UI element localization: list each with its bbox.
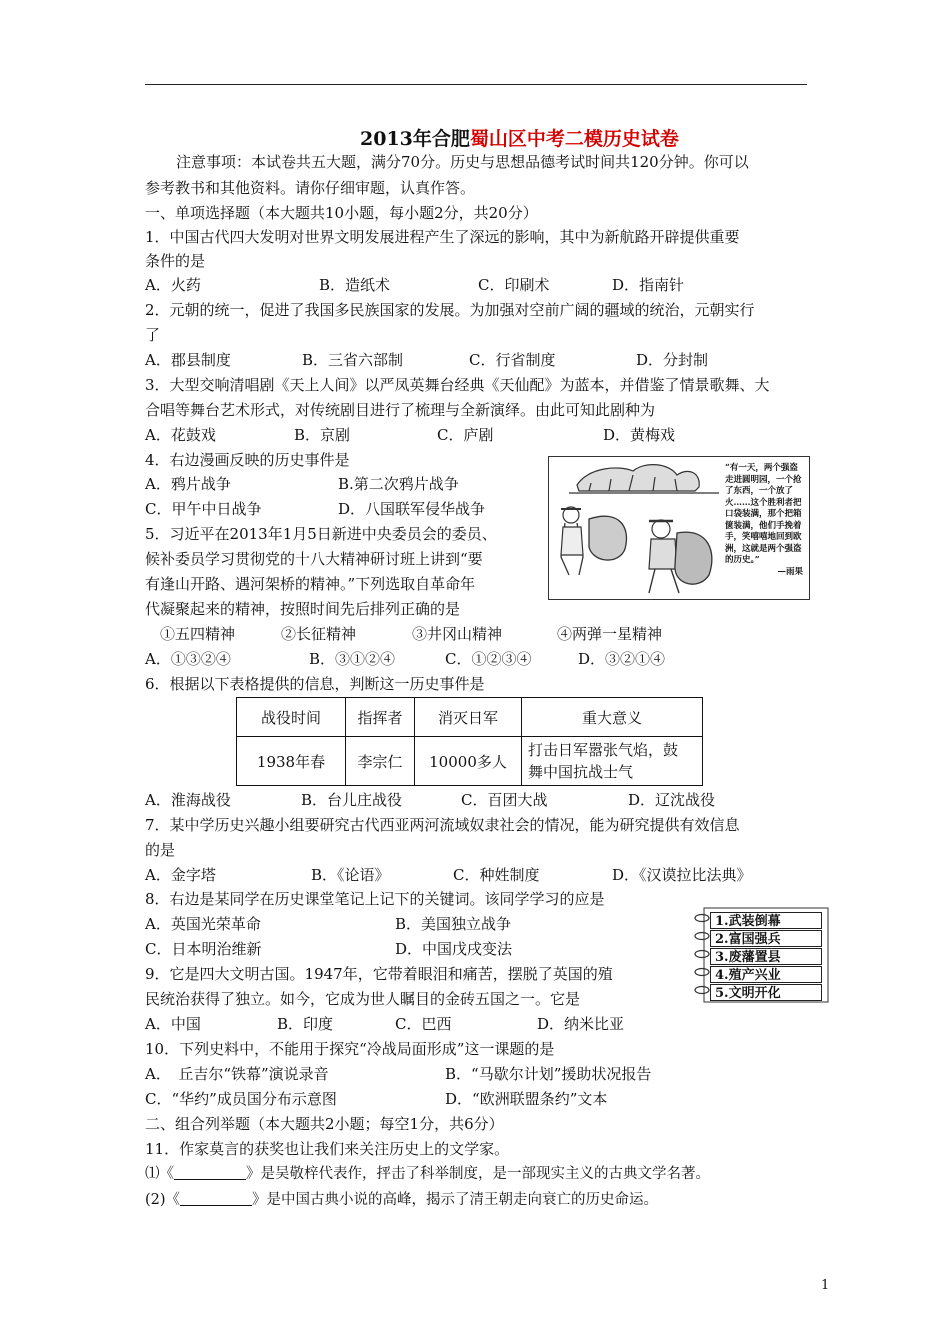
notebook-keywords (688, 906, 830, 1004)
q6-option-a[interactable]: A．淮海战役 (145, 791, 231, 809)
q4-option-c[interactable]: C．甲午中日战争 (145, 500, 262, 518)
q6-option-c[interactable]: C．百团大战 (461, 791, 548, 809)
q3-stem-1: 3．大型交响清唱剧《天上人间》以严凤英舞台经典《天仙配》为蓝本，并借鉴了情景歌舞、大 (145, 376, 770, 394)
cartoon-author: —雨果 (777, 566, 803, 577)
q1-option-d[interactable]: D．指南针 (612, 276, 685, 294)
q2-stem-1: 2．元朝的统一，促进了我国多民族国家的发展。为加强对空前广阔的疆域的统治，元朝实行 (145, 301, 755, 319)
q1-stem-1: 1．中国古代四大发明对世界文明发展进程产生了深远的影响，其中为新航路开辟提供重要 (145, 228, 740, 246)
q5-option-c[interactable]: C．①②③④ (445, 650, 532, 668)
q11-part-2 (145, 1190, 658, 1210)
q6-table-row (237, 737, 703, 786)
q10-option-b[interactable]: B．“马歇尔计划”援助状况报告 (445, 1065, 652, 1083)
q5-item-4: ④两弹一星精神 (557, 625, 663, 643)
q11-blank-1[interactable] (174, 1164, 246, 1180)
q5-option-a[interactable]: A．①③②④ (145, 650, 231, 668)
q5-option-d[interactable]: D．③②①④ (578, 650, 666, 668)
q5-item-1: ①五四精神 (160, 625, 236, 643)
q6-option-d[interactable]: D．辽沈战役 (628, 791, 716, 809)
q6-cell-kills: 10000多人 (415, 737, 522, 786)
q7-option-b[interactable]: B．《论语》 (311, 866, 390, 884)
notice-line-1: 注意事项：本试卷共五大题，满分70分。历史与思想品德考试时间共120分钟。你可以 (176, 153, 749, 171)
q9-stem-1: 9．它是四大文明古国。1947年，它带着眼泪和痛苦，摆脱了英国的殖 (145, 965, 613, 983)
header-rule (145, 84, 807, 85)
notice-line-2: 参考教书和其他资料。请你仔细审题，认真作答。 (145, 179, 476, 197)
q5-stem-3: 有逢山开路、遇河架桥的精神。”下列选取自革命年 (145, 575, 476, 593)
q4-option-a[interactable]: A．鸦片战争 (145, 475, 231, 493)
q8-option-c[interactable]: C．日本明治维新 (145, 940, 262, 958)
q6-significance-line-2: 舞中国抗战士气 (528, 763, 634, 781)
cartoon-caption (725, 463, 803, 578)
q3-stem-2: 合唱等舞台艺术形式，对传统剧目进行了梳理与全新演绎。由此可知此剧种为 (145, 401, 656, 419)
note-item-2: 2.富国强兵 (710, 930, 822, 947)
q9-stem-2: 民统治获得了独立。如今，它成为世人瞩目的金砖五国之一。它是 (145, 990, 581, 1008)
q1-option-c[interactable]: C．印刷术 (478, 276, 550, 294)
q6-stem: 6．根据以下表格提供的信息，判断这一历史事件是 (145, 675, 485, 693)
note-item-1: 1.武装倒幕 (710, 912, 822, 929)
q9-option-d[interactable]: D．纳米比亚 (537, 1015, 625, 1033)
q7-option-a[interactable]: A．金字塔 (145, 866, 216, 884)
q1-stem-2: 条件的是 (145, 252, 206, 270)
q11-part-2-text: 》是中国古典小说的高峰，揭示了清王朝走向衰亡的历史命运。 (252, 1192, 659, 1208)
q11-part-2-prefix: (2)《 (145, 1192, 181, 1208)
q11-stem: 11．作家莫言的获奖也让我们来关注历史上的文学家。 (145, 1140, 510, 1158)
note-item-3: 3.废藩置县 (710, 948, 822, 965)
q5-stem-4: 代凝聚起来的精神，按照时间先后排列正确的是 (145, 600, 461, 618)
q6-cell-time: 1938年春 (237, 737, 346, 786)
q10-stem: 10．下列史料中，不能用于探究“冷战局面形成”这一课题的是 (145, 1040, 555, 1058)
q4-option-b[interactable]: B.第二次鸦片战争 (338, 475, 459, 493)
q8-option-b[interactable]: B．美国独立战争 (395, 915, 512, 933)
q2-option-c[interactable]: C．行省制度 (469, 351, 556, 369)
q1-option-a[interactable]: A．火药 (145, 276, 201, 294)
section-1-heading: 一、单项选择题（本大题共10小题，每小题2分，共20分） (145, 204, 538, 222)
cartoon-quote: “有一天，两个强盗走进圆明园，一个抢了东西，一个放了火……这个胜利者把口袋装满，那个把箱箧装满，他们手挽着手，笑嘻嘻地回到欧洲，这就是两个强盗的历史。” (725, 463, 802, 565)
q9-option-b[interactable]: B．印度 (277, 1015, 334, 1033)
q8-option-d[interactable]: D．中国戊戌变法 (395, 940, 513, 958)
q10-option-a[interactable]: A． 丘吉尔“铁幕”演说录音 (145, 1065, 329, 1083)
q6-col-commander: 指挥者 (346, 698, 415, 737)
q6-col-time: 战役时间 (237, 698, 346, 737)
q6-table (236, 697, 703, 786)
q7-stem-2: 的是 (145, 841, 176, 859)
section-2-heading: 二、组合列举题（本大题共2小题；每空1分，共6分） (145, 1115, 504, 1133)
title-highlight: 蜀山区中考二模历史试卷 (469, 128, 679, 150)
q11-blank-2[interactable] (180, 1190, 252, 1206)
q10-option-d[interactable]: D．“欧洲联盟条约”文本 (445, 1090, 608, 1108)
q6-significance-line-1: 打击日军嚣张气焰，鼓 (528, 741, 679, 759)
q1-option-b[interactable]: B．造纸术 (319, 276, 391, 294)
q8-option-a[interactable]: A．英国光荣革命 (145, 915, 261, 933)
q11-part-1-prefix: ⑴《 (145, 1166, 174, 1182)
note-item-4: 4.殖产兴业 (710, 966, 822, 983)
q7-stem-1: 7．某中学历史兴趣小组要研究古代西亚两河流域奴隶社会的情况，能为研究提供有效信息 (145, 816, 740, 834)
q3-option-b[interactable]: B．京剧 (294, 426, 351, 444)
q6-cell-commander: 李宗仁 (346, 737, 415, 786)
q10-option-c[interactable]: C．“华约”成员国分布示意图 (145, 1090, 337, 1108)
q6-cell-significance (522, 737, 703, 786)
exam-title (360, 124, 679, 151)
q2-option-b[interactable]: B．三省六部制 (302, 351, 404, 369)
q6-col-kills: 消灭日军 (415, 698, 522, 737)
q5-stem-1: 5．习近平在2013年1月5日新进中央委员会的委员、 (145, 525, 497, 543)
q4-stem: 4．右边漫画反映的历史事件是 (145, 451, 350, 469)
q11-part-1-text: 》是吴敬梓代表作，抨击了科举制度，是一部现实主义的古典文学名著。 (246, 1166, 710, 1182)
note-item-5: 5.文明开化 (710, 984, 822, 1001)
q6-table-header (237, 698, 703, 737)
q9-option-c[interactable]: C．巴西 (395, 1015, 452, 1033)
q7-option-d[interactable]: D．《汉谟拉比法典》 (612, 866, 752, 884)
q4-option-d[interactable]: D．八国联军侵华战争 (338, 500, 486, 518)
q2-option-d[interactable]: D．分封制 (636, 351, 709, 369)
q5-item-2: ②长征精神 (281, 625, 357, 643)
q2-option-a[interactable]: A．郡县制度 (145, 351, 231, 369)
page-number: 1 (821, 1278, 830, 1293)
q6-option-b[interactable]: B．台儿庄战役 (301, 791, 403, 809)
q3-option-a[interactable]: A．花鼓戏 (145, 426, 216, 444)
q2-stem-2: 了 (145, 326, 161, 344)
q7-option-c[interactable]: C．种姓制度 (453, 866, 540, 884)
q3-option-d[interactable]: D．黄梅戏 (603, 426, 676, 444)
q8-stem: 8．右边是某同学在历史课堂笔记上记下的关键词。该同学学习的应是 (145, 890, 605, 908)
title-prefix: 2013年合肥 (360, 128, 470, 150)
cartoon-image (548, 456, 810, 600)
q5-stem-2: 候补委员学习贯彻党的十八大精神研讨班上讲到“要 (145, 550, 483, 568)
q5-item-3: ③井冈山精神 (412, 625, 503, 643)
q3-option-c[interactable]: C．庐剧 (437, 426, 494, 444)
q5-option-b[interactable]: B．③①②④ (309, 650, 396, 668)
q6-col-significance: 重大意义 (522, 698, 703, 737)
q9-option-a[interactable]: A．中国 (145, 1015, 201, 1033)
q11-part-1 (145, 1164, 710, 1184)
